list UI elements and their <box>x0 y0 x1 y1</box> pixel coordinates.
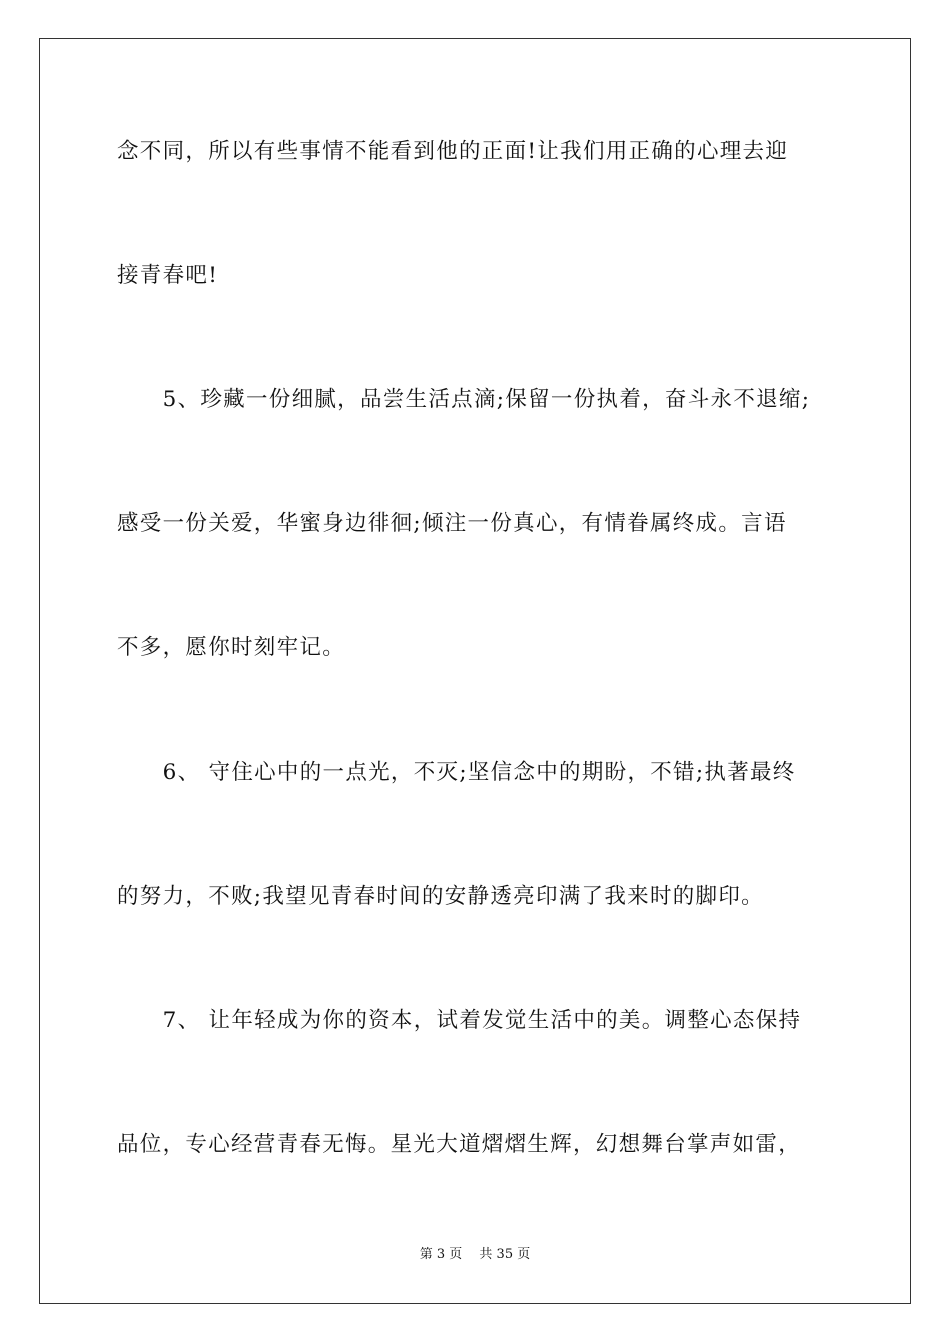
page-number-footer: 第 3 页 共 35 页 <box>419 1247 531 1262</box>
page-border <box>39 38 911 1304</box>
paragraph-line: 不多，愿你时刻牢记。 <box>117 635 346 660</box>
paragraph-line: 7、 让年轻成为你的资本，试着发觉生活中的美。调整心态保持 <box>117 1008 802 1033</box>
paragraph-line: 感受一份关爱，华蜜身边徘徊;倾注一份真心，有情眷属终成。言语 <box>117 511 787 536</box>
paragraph-line: 接青春吧! <box>117 263 219 288</box>
paragraph-line: 品位，专心经营青春无悔。星光大道熠熠生辉，幻想舞台掌声如雷， <box>117 1132 802 1157</box>
paragraph-line: 6、 守住心中的一点光，不灭;坚信念中的期盼，不错;执著最终 <box>117 760 796 785</box>
paragraph-line: 5、珍藏一份细腻，品尝生活点滴;保留一份执着，奋斗永不退缩; <box>117 387 811 412</box>
paragraph-line: 念不同，所以有些事情不能看到他的正面!让我们用正确的心理去迎 <box>117 139 789 164</box>
paragraph-line: 的努力，不败;我望见青春时间的安静透亮印满了我来时的脚印。 <box>117 884 764 909</box>
